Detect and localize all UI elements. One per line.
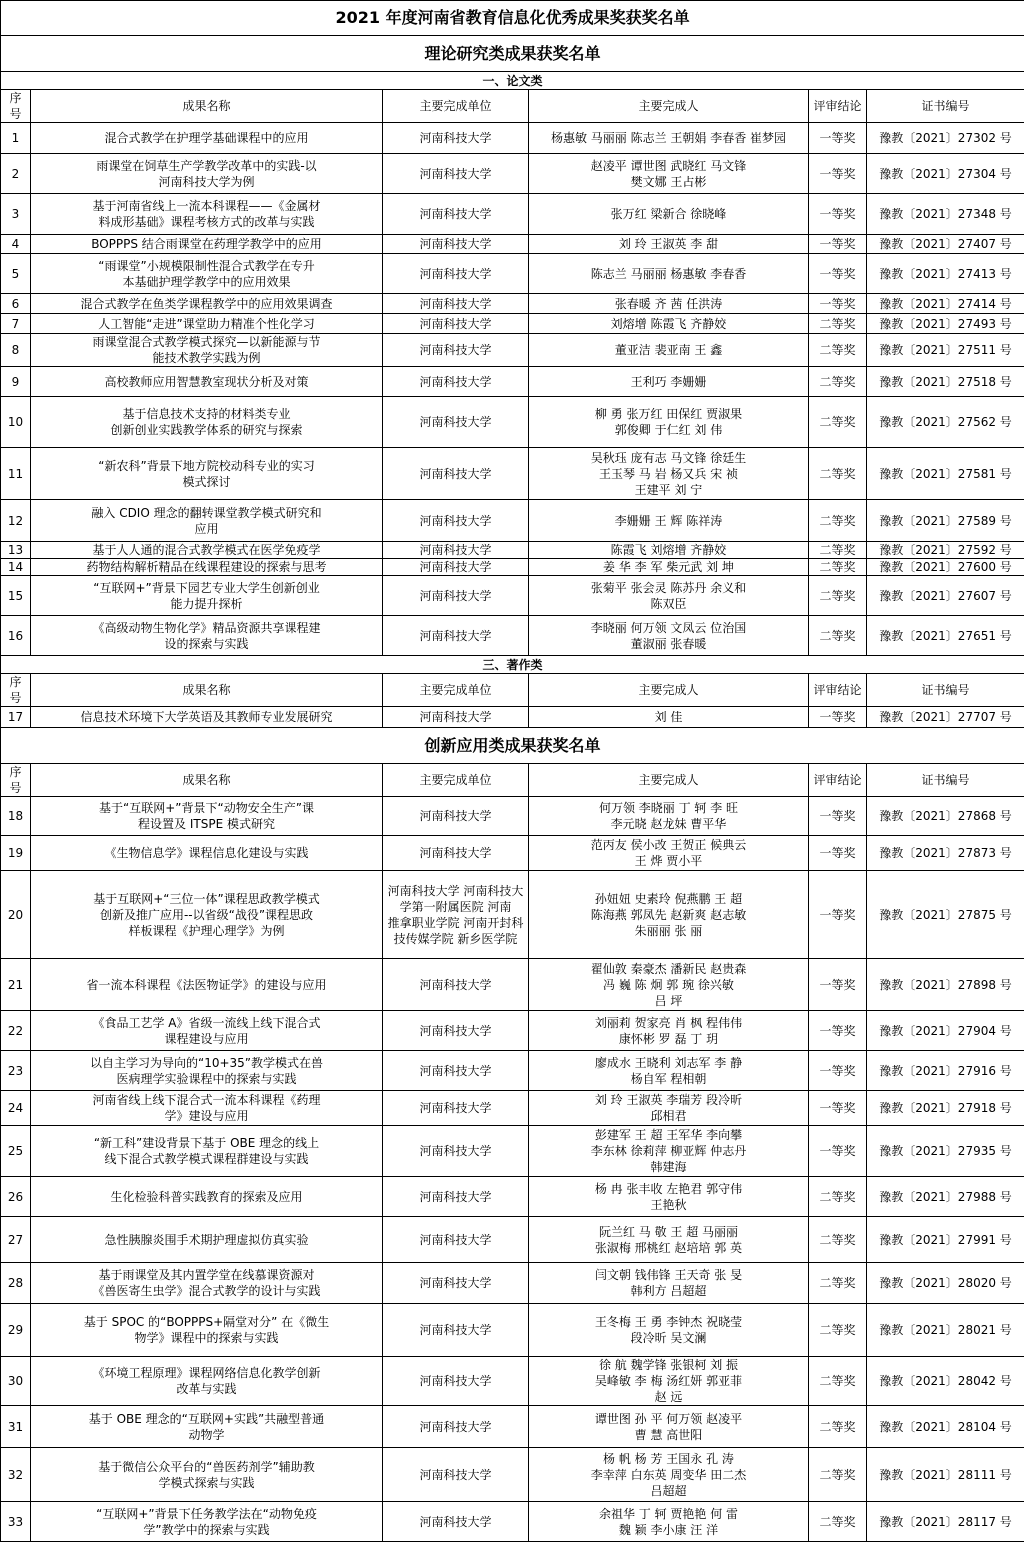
table-row	[1, 314, 1024, 334]
cell-achievement-name: 《食品工艺学 A》省级一流线上线下混合式 课程建设与应用	[31, 1011, 383, 1051]
cell-achievement-name: 混合式教学在护理学基础课程中的应用	[31, 123, 383, 154]
cell-achievement-name: 《生物信息学》课程信息化建设与实践	[31, 836, 383, 871]
cell-completers: 赵凌平 谭世图 武晓红 马文锋 樊文娜 王占彬	[529, 154, 809, 194]
cell-review-result: 一等奖	[809, 959, 867, 1011]
cell-certificate-number: 豫教〔2021〕28020 号	[867, 1263, 1024, 1304]
cell-achievement-name: 基于 OBE 理念的“互联网+实践”共融型普通 动物学	[31, 1406, 383, 1448]
cell-row-number: 29	[1, 1304, 31, 1357]
cell-completing-unit: 河南科技大学	[383, 1502, 529, 1542]
table-row	[1, 616, 1024, 656]
cell-completing-unit: 河南科技大学	[383, 1011, 529, 1051]
cell-certificate-number: 豫教〔2021〕27302 号	[867, 123, 1024, 154]
cell-row-number: 23	[1, 1051, 31, 1091]
cell-certificate-number: 豫教〔2021〕27916 号	[867, 1051, 1024, 1091]
cell-certificate-number: 豫教〔2021〕27904 号	[867, 1011, 1024, 1051]
column-header-row-number: 序号	[1, 764, 31, 797]
cell-completing-unit: 河南科技大学	[383, 235, 529, 254]
cell-review-result: 二等奖	[809, 1217, 867, 1263]
cell-certificate-number: 豫教〔2021〕27581 号	[867, 448, 1024, 500]
cell-row-number: 9	[1, 367, 31, 397]
cell-certificate-number: 豫教〔2021〕27607 号	[867, 576, 1024, 616]
cell-completers: 刘 玲 王淑英 李 甜	[529, 235, 809, 254]
cell-certificate-number: 豫教〔2021〕27562 号	[867, 397, 1024, 448]
cell-completing-unit: 河南科技大学	[383, 836, 529, 871]
cell-completers: 王利巧 李姗姗	[529, 367, 809, 397]
cell-review-result: 一等奖	[809, 1051, 867, 1091]
cell-certificate-number: 豫教〔2021〕27600 号	[867, 559, 1024, 576]
table-row	[1, 235, 1024, 254]
table-row	[1, 959, 1024, 1011]
section-title: 理论研究类成果获奖名单	[1, 36, 1024, 72]
category-title-row	[1, 656, 1024, 674]
cell-achievement-name: 信息技术环境下大学英语及其教师专业发展研究	[31, 707, 383, 728]
cell-completing-unit: 河南科技大学	[383, 154, 529, 194]
column-header-row-number: 序号	[1, 90, 31, 123]
cell-row-number: 30	[1, 1357, 31, 1406]
cell-achievement-name: 以自主学习为导向的“10+35”教学模式在兽 医病理学实验课程中的探索与实践	[31, 1051, 383, 1091]
cell-completing-unit: 河南科技大学	[383, 1448, 529, 1502]
column-header-row	[1, 764, 1024, 797]
cell-achievement-name: 省一流本科课程《法医物证学》的建设与应用	[31, 959, 383, 1011]
cell-completers: 李姗姗 王 辉 陈祥涛	[529, 500, 809, 542]
cell-review-result: 二等奖	[809, 367, 867, 397]
cell-review-result: 二等奖	[809, 500, 867, 542]
cell-completing-unit: 河南科技大学	[383, 294, 529, 314]
cell-certificate-number: 豫教〔2021〕27935 号	[867, 1126, 1024, 1177]
cell-review-result: 一等奖	[809, 194, 867, 235]
cell-completers: 姜 华 李 军 柴元武 刘 坤	[529, 559, 809, 576]
cell-certificate-number: 豫教〔2021〕27304 号	[867, 154, 1024, 194]
table-row	[1, 334, 1024, 367]
column-header-achievement-name: 成果名称	[31, 764, 383, 797]
cell-certificate-number: 豫教〔2021〕28111 号	[867, 1448, 1024, 1502]
cell-review-result: 二等奖	[809, 559, 867, 576]
cell-completing-unit: 河南科技大学	[383, 1304, 529, 1357]
cell-completing-unit: 河南科技大学	[383, 1177, 529, 1217]
cell-completing-unit: 河南科技大学	[383, 314, 529, 334]
column-header-row	[1, 90, 1024, 123]
cell-completing-unit: 河南科技大学	[383, 1126, 529, 1177]
section-title-row	[1, 728, 1024, 764]
cell-row-number: 7	[1, 314, 31, 334]
table-row	[1, 367, 1024, 397]
cell-review-result: 二等奖	[809, 1357, 867, 1406]
cell-completing-unit: 河南科技大学	[383, 959, 529, 1011]
cell-achievement-name: “新农科”背景下地方院校动科专业的实习 模式探讨	[31, 448, 383, 500]
cell-completers: 闫文朝 钱伟锋 王天奇 张 旻 韩利方 吕超超	[529, 1263, 809, 1304]
table-row	[1, 1217, 1024, 1263]
table-row	[1, 1357, 1024, 1406]
cell-row-number: 27	[1, 1217, 31, 1263]
cell-certificate-number: 豫教〔2021〕27868 号	[867, 797, 1024, 836]
cell-achievement-name: 融入 CDIO 理念的翻转课堂教学模式研究和 应用	[31, 500, 383, 542]
cell-completers: 余祖华 丁 轲 贾艳艳 何 雷 魏 颖 李小康 汪 洋	[529, 1502, 809, 1542]
cell-achievement-name: 人工智能“走进”课堂助力精准个性化学习	[31, 314, 383, 334]
cell-certificate-number: 豫教〔2021〕27518 号	[867, 367, 1024, 397]
cell-achievement-name: 基于 SPOC 的“BOPPPS+隔堂对分” 在《微生 物学》课程中的探索与实践	[31, 1304, 383, 1357]
cell-certificate-number: 豫教〔2021〕27873 号	[867, 836, 1024, 871]
cell-review-result: 二等奖	[809, 1448, 867, 1502]
cell-achievement-name: “新工科”建设背景下基于 OBE 理念的线上 线下混合式教学模式课程群建设与实践	[31, 1126, 383, 1177]
column-header-achievement-name: 成果名称	[31, 674, 383, 707]
cell-completers: 何万领 李晓丽 丁 轲 李 旺 李元晓 赵龙妹 曹平华	[529, 797, 809, 836]
column-header-completers: 主要完成人	[529, 764, 809, 797]
cell-row-number: 20	[1, 871, 31, 959]
cell-completing-unit: 河南科技大学	[383, 1357, 529, 1406]
cell-completers: 徐 航 魏学锋 张银柯 刘 振 吴峰敏 李 梅 汤红妍 郭亚菲 赵 远	[529, 1357, 809, 1406]
table-row	[1, 397, 1024, 448]
cell-completing-unit: 河南科技大学	[383, 334, 529, 367]
table-row	[1, 1406, 1024, 1448]
table-row	[1, 1502, 1024, 1542]
cell-completers: 陈霞飞 刘熔增 齐静姣	[529, 542, 809, 559]
cell-certificate-number: 豫教〔2021〕27707 号	[867, 707, 1024, 728]
cell-review-result: 一等奖	[809, 1011, 867, 1051]
cell-review-result: 二等奖	[809, 397, 867, 448]
cell-achievement-name: 生化检验科普实践教育的探索及应用	[31, 1177, 383, 1217]
cell-completers: 刘熔增 陈霞飞 齐静姣	[529, 314, 809, 334]
cell-completing-unit: 河南科技大学	[383, 500, 529, 542]
cell-row-number: 17	[1, 707, 31, 728]
cell-completing-unit: 河南科技大学	[383, 194, 529, 235]
cell-completers: 王冬梅 王 勇 李钟杰 祝晓莹 段冷昕 吴文澜	[529, 1304, 809, 1357]
cell-row-number: 26	[1, 1177, 31, 1217]
document-title: 2021 年度河南省教育信息化优秀成果奖获奖名单	[1, 1, 1024, 36]
cell-achievement-name: 药物结构解析精品在线课程建设的探索与思考	[31, 559, 383, 576]
cell-achievement-name: 《高级动物生物化学》精品资源共享课程建 设的探索与实践	[31, 616, 383, 656]
column-header-certificate-number: 证书编号	[867, 90, 1024, 123]
table-row	[1, 576, 1024, 616]
cell-row-number: 10	[1, 397, 31, 448]
cell-completing-unit: 河南科技大学	[383, 367, 529, 397]
table-row	[1, 1304, 1024, 1357]
table-row	[1, 797, 1024, 836]
cell-achievement-name: 基于微信公众平台的“兽医药剂学”辅助教 学模式探索与实践	[31, 1448, 383, 1502]
cell-review-result: 二等奖	[809, 448, 867, 500]
cell-review-result: 一等奖	[809, 707, 867, 728]
column-header-review-result: 评审结论	[809, 674, 867, 707]
cell-row-number: 15	[1, 576, 31, 616]
cell-row-number: 12	[1, 500, 31, 542]
cell-row-number: 5	[1, 254, 31, 294]
table-row	[1, 871, 1024, 959]
cell-row-number: 1	[1, 123, 31, 154]
cell-completing-unit: 河南科技大学	[383, 559, 529, 576]
table-row	[1, 500, 1024, 542]
cell-review-result: 一等奖	[809, 294, 867, 314]
cell-achievement-name: 基于互联网+“三位一体”课程思政教学模式 创新及推广应用--以省级“战役”课程思政 样板课程《护理心理学》为例	[31, 871, 383, 959]
cell-row-number: 31	[1, 1406, 31, 1448]
cell-achievement-name: 基于信息技术支持的材料类专业 创新创业实践教学体系的研究与探索	[31, 397, 383, 448]
cell-completers: 张万红 梁新合 徐晓峰	[529, 194, 809, 235]
cell-certificate-number: 豫教〔2021〕27991 号	[867, 1217, 1024, 1263]
column-header-row-number: 序号	[1, 674, 31, 707]
column-header-review-result: 评审结论	[809, 90, 867, 123]
cell-completers: 杨惠敏 马丽丽 陈志兰 王朝娟 李春香 崔梦园	[529, 123, 809, 154]
cell-row-number: 2	[1, 154, 31, 194]
column-header-review-result: 评审结论	[809, 764, 867, 797]
column-header-certificate-number: 证书编号	[867, 764, 1024, 797]
table-row	[1, 154, 1024, 194]
cell-certificate-number: 豫教〔2021〕28021 号	[867, 1304, 1024, 1357]
column-header-achievement-name: 成果名称	[31, 90, 383, 123]
cell-row-number: 28	[1, 1263, 31, 1304]
cell-achievement-name: 急性胰腺炎围手术期护理虚拟仿真实验	[31, 1217, 383, 1263]
cell-certificate-number: 豫教〔2021〕27407 号	[867, 235, 1024, 254]
cell-completers: 范丙友 侯小改 王贺正 候典云 王 烨 贾小平	[529, 836, 809, 871]
cell-achievement-name: “互联网+”背景下任务教学法在“动物免疫 学”教学中的探索与实践	[31, 1502, 383, 1542]
cell-completers: 阮兰红 马 敬 王 超 马丽丽 张淑梅 邢桃红 赵培培 郭 英	[529, 1217, 809, 1263]
cell-certificate-number: 豫教〔2021〕27651 号	[867, 616, 1024, 656]
cell-completers: 刘 玲 王淑英 李瑞芳 段冷昕 邱相君	[529, 1091, 809, 1126]
cell-certificate-number: 豫教〔2021〕27875 号	[867, 871, 1024, 959]
cell-review-result: 一等奖	[809, 154, 867, 194]
cell-row-number: 33	[1, 1502, 31, 1542]
cell-completers: 谭世图 孙 平 何万领 赵凌平 曹 慧 高世阳	[529, 1406, 809, 1448]
table-row	[1, 1091, 1024, 1126]
cell-row-number: 19	[1, 836, 31, 871]
cell-completing-unit: 河南科技大学	[383, 542, 529, 559]
category-title: 三、著作类	[1, 656, 1024, 674]
cell-certificate-number: 豫教〔2021〕27589 号	[867, 500, 1024, 542]
cell-achievement-name: “互联网+”背景下园艺专业大学生创新创业 能力提升探析	[31, 576, 383, 616]
cell-certificate-number: 豫教〔2021〕27413 号	[867, 254, 1024, 294]
cell-row-number: 11	[1, 448, 31, 500]
column-header-completing-unit: 主要完成单位	[383, 764, 529, 797]
cell-review-result: 一等奖	[809, 1091, 867, 1126]
cell-review-result: 二等奖	[809, 314, 867, 334]
cell-review-result: 一等奖	[809, 123, 867, 154]
cell-row-number: 32	[1, 1448, 31, 1502]
table-row	[1, 559, 1024, 576]
cell-review-result: 一等奖	[809, 797, 867, 836]
column-header-completers: 主要完成人	[529, 674, 809, 707]
cell-achievement-name: 基于雨课堂及其内置学堂在线慕课资源对 《兽医寄生虫学》混合式教学的设计与实践	[31, 1263, 383, 1304]
section-title-row	[1, 36, 1024, 72]
cell-completing-unit: 河南科技大学	[383, 397, 529, 448]
table-row	[1, 1177, 1024, 1217]
cell-achievement-name: 基于人人通的混合式教学模式在医学免疫学	[31, 542, 383, 559]
cell-achievement-name: 河南省线上线下混合式一流本科课程《药理 学》建设与应用	[31, 1091, 383, 1126]
cell-completers: 杨 冉 张丰收 左艳君 郭守伟 王艳秋	[529, 1177, 809, 1217]
cell-certificate-number: 豫教〔2021〕28117 号	[867, 1502, 1024, 1542]
cell-achievement-name: 基于“互联网+”背景下“动物安全生产”课 程设置及 ITSPE 模式研究	[31, 797, 383, 836]
cell-certificate-number: 豫教〔2021〕27414 号	[867, 294, 1024, 314]
table-row	[1, 194, 1024, 235]
table-row	[1, 836, 1024, 871]
table-row	[1, 294, 1024, 314]
cell-completers: 吴秋珏 庞有志 马文锋 徐廷生 王玉琴 马 岩 杨又兵 宋 祯 王建平 刘 宁	[529, 448, 809, 500]
cell-completing-unit: 河南科技大学	[383, 1263, 529, 1304]
cell-completers: 刘丽莉 贺家亮 肖 枫 程伟伟 康怀彬 罗 磊 丁 玥	[529, 1011, 809, 1051]
category-title: 一、论文类	[1, 72, 1024, 90]
cell-completing-unit: 河南科技大学	[383, 1051, 529, 1091]
cell-review-result: 一等奖	[809, 871, 867, 959]
cell-completers: 翟仙敦 秦豪杰 潘新民 赵贵森 冯 巍 陈 炯 郭 琬 徐兴敏 吕 坪	[529, 959, 809, 1011]
cell-achievement-name: 高校教师应用智慧教室现状分析及对策	[31, 367, 383, 397]
cell-certificate-number: 豫教〔2021〕27511 号	[867, 334, 1024, 367]
table-row	[1, 707, 1024, 728]
cell-row-number: 16	[1, 616, 31, 656]
cell-completing-unit: 河南科技大学	[383, 576, 529, 616]
table-row	[1, 254, 1024, 294]
cell-row-number: 8	[1, 334, 31, 367]
cell-completing-unit: 河南科技大学	[383, 1406, 529, 1448]
cell-completers: 董亚洁 裴亚南 王 鑫	[529, 334, 809, 367]
category-title-row	[1, 72, 1024, 90]
cell-completing-unit: 河南科技大学	[383, 254, 529, 294]
cell-certificate-number: 豫教〔2021〕28104 号	[867, 1406, 1024, 1448]
cell-certificate-number: 豫教〔2021〕27918 号	[867, 1091, 1024, 1126]
table-row	[1, 123, 1024, 154]
cell-achievement-name: 混合式教学在鱼类学课程教学中的应用效果调查	[31, 294, 383, 314]
cell-completers: 刘 佳	[529, 707, 809, 728]
cell-achievement-name: 雨课堂混合式教学模式探究—以新能源与节 能技术教学实践为例	[31, 334, 383, 367]
table-row	[1, 1448, 1024, 1502]
cell-row-number: 14	[1, 559, 31, 576]
table-row	[1, 1051, 1024, 1091]
table-row	[1, 1011, 1024, 1051]
cell-completers: 柳 勇 张万红 田保红 贾淑果 郭俊卿 于仁红 刘 伟	[529, 397, 809, 448]
cell-certificate-number: 豫教〔2021〕27898 号	[867, 959, 1024, 1011]
cell-row-number: 13	[1, 542, 31, 559]
column-header-completing-unit: 主要完成单位	[383, 674, 529, 707]
cell-certificate-number: 豫教〔2021〕28042 号	[867, 1357, 1024, 1406]
cell-achievement-name: BOPPPS 结合雨课堂在药理学教学中的应用	[31, 235, 383, 254]
cell-review-result: 一等奖	[809, 1126, 867, 1177]
cell-row-number: 18	[1, 797, 31, 836]
cell-review-result: 一等奖	[809, 254, 867, 294]
cell-review-result: 二等奖	[809, 576, 867, 616]
cell-row-number: 6	[1, 294, 31, 314]
cell-completing-unit: 河南科技大学 河南科技大 学第一附属医院 河南 推拿职业学院 河南开封科 技传媒学院 新乡医学院	[383, 871, 529, 959]
cell-certificate-number: 豫教〔2021〕27988 号	[867, 1177, 1024, 1217]
cell-review-result: 二等奖	[809, 1263, 867, 1304]
cell-certificate-number: 豫教〔2021〕27493 号	[867, 314, 1024, 334]
column-header-certificate-number: 证书编号	[867, 674, 1024, 707]
cell-completers: 彭建军 王 超 王军华 李向攀 李东林 徐莉萍 柳亚辉 仲志丹 韩建海	[529, 1126, 809, 1177]
column-header-row	[1, 674, 1024, 707]
table-row	[1, 448, 1024, 500]
cell-row-number: 4	[1, 235, 31, 254]
cell-achievement-name: 基于河南省线上一流本科课程——《金属材 料成形基础》课程考核方式的改革与实践	[31, 194, 383, 235]
cell-achievement-name: “雨课堂”小规模限制性混合式教学在专升 本基础护理学教学中的应用效果	[31, 254, 383, 294]
cell-review-result: 一等奖	[809, 235, 867, 254]
cell-row-number: 24	[1, 1091, 31, 1126]
cell-achievement-name: 《环境工程原理》课程网络信息化教学创新 改革与实践	[31, 1357, 383, 1406]
cell-completers: 杨 帆 杨 芳 王国永 孔 涛 李幸萍 白东英 周变华 田二杰 吕超超	[529, 1448, 809, 1502]
cell-completing-unit: 河南科技大学	[383, 797, 529, 836]
cell-completers: 张春暖 齐 茜 任洪涛	[529, 294, 809, 314]
cell-completing-unit: 河南科技大学	[383, 448, 529, 500]
cell-review-result: 二等奖	[809, 1304, 867, 1357]
cell-completing-unit: 河南科技大学	[383, 707, 529, 728]
section-title: 创新应用类成果获奖名单	[1, 728, 1024, 764]
table-row	[1, 542, 1024, 559]
cell-review-result: 一等奖	[809, 836, 867, 871]
cell-completing-unit: 河南科技大学	[383, 1091, 529, 1126]
cell-completing-unit: 河南科技大学	[383, 616, 529, 656]
cell-row-number: 22	[1, 1011, 31, 1051]
cell-row-number: 25	[1, 1126, 31, 1177]
cell-certificate-number: 豫教〔2021〕27348 号	[867, 194, 1024, 235]
cell-completers: 孙妞妞 史素玲 倪燕鹏 王 超 陈海燕 郭凤先 赵新爽 赵志敏 朱丽丽 张 丽	[529, 871, 809, 959]
cell-review-result: 二等奖	[809, 542, 867, 559]
cell-achievement-name: 雨课堂在饲草生产学教学改革中的实践-以 河南科技大学为例	[31, 154, 383, 194]
cell-review-result: 二等奖	[809, 1177, 867, 1217]
cell-completing-unit: 河南科技大学	[383, 1217, 529, 1263]
cell-completers: 廖成水 王晓利 刘志军 李 静 杨自军 程相朝	[529, 1051, 809, 1091]
cell-row-number: 3	[1, 194, 31, 235]
cell-completers: 陈志兰 马丽丽 杨惠敏 李春香	[529, 254, 809, 294]
table-row	[1, 1263, 1024, 1304]
cell-review-result: 二等奖	[809, 1502, 867, 1542]
cell-row-number: 21	[1, 959, 31, 1011]
cell-completing-unit: 河南科技大学	[383, 123, 529, 154]
cell-completers: 李晓丽 何万领 文凤云 位治国 董淑丽 张春暖	[529, 616, 809, 656]
column-header-completing-unit: 主要完成单位	[383, 90, 529, 123]
cell-certificate-number: 豫教〔2021〕27592 号	[867, 542, 1024, 559]
cell-review-result: 二等奖	[809, 616, 867, 656]
column-header-completers: 主要完成人	[529, 90, 809, 123]
cell-completers: 张菊平 张会灵 陈苏丹 余义和 陈双臣	[529, 576, 809, 616]
cell-review-result: 二等奖	[809, 334, 867, 367]
cell-review-result: 二等奖	[809, 1406, 867, 1448]
table-row	[1, 1126, 1024, 1177]
